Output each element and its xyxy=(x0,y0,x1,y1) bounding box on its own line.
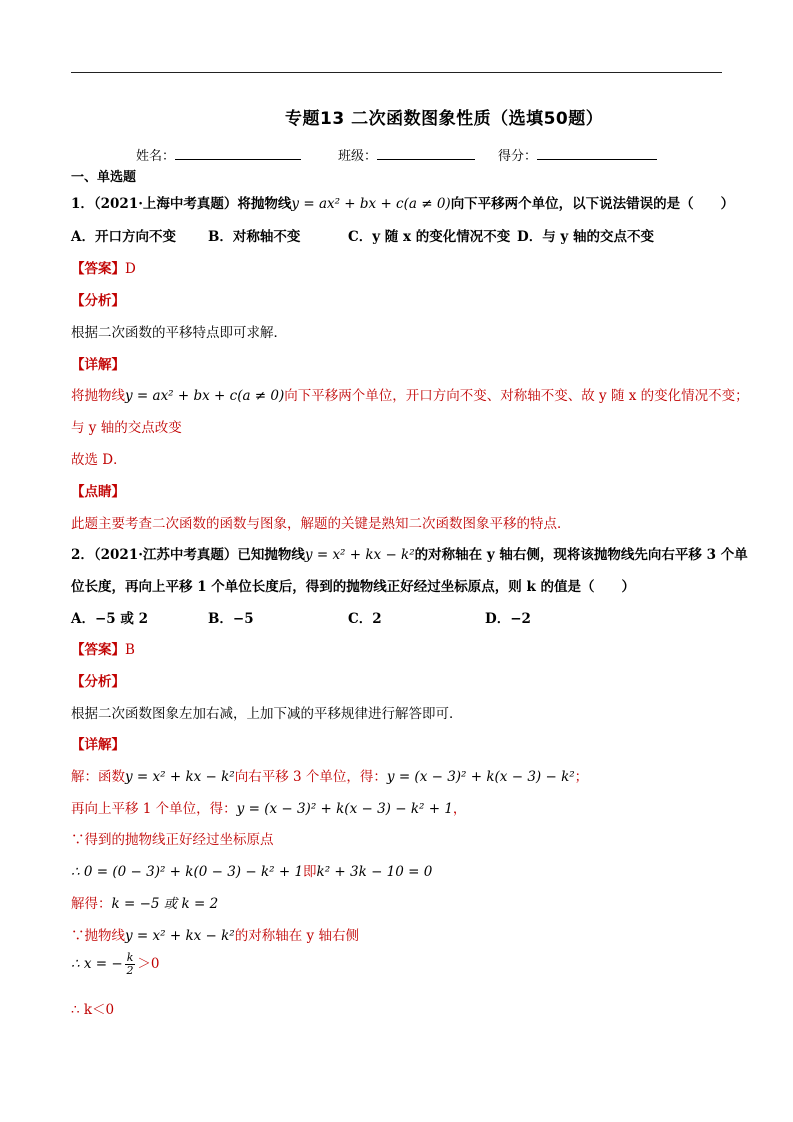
q2-step1-text-3: ； xyxy=(574,769,589,785)
q2-step5 xyxy=(71,892,218,912)
q2-option-b: B．−5 xyxy=(208,611,254,627)
q2-detail-tag: 【详解】 xyxy=(71,737,125,753)
q2-step7-formula: ∴ x = − xyxy=(71,956,123,972)
q2-step4-text: 即 xyxy=(303,864,317,880)
q1-analysis-tag: 【分析】 xyxy=(71,293,125,309)
q1-stem-text: 1．（2021·上海中考真题）将抛物线 xyxy=(71,196,292,212)
class-field xyxy=(338,145,475,164)
q1-detail-line2: 与 y 轴的交点改变 xyxy=(71,420,182,436)
q1-analysis: 根据二次函数的平移特点即可求解． xyxy=(71,325,287,341)
q2-analysis-tag: 【分析】 xyxy=(71,674,125,690)
q2-answer xyxy=(71,638,135,658)
q2-step5-formula: k = −5 或 k = 2 xyxy=(111,896,219,912)
q2-step6-text: ∵抛物线 xyxy=(71,928,125,944)
score-label: 得分： xyxy=(498,149,538,164)
q1-option-c: C．y 随 x 的变化情况不变 xyxy=(348,229,511,245)
q1-detail-text-2: 向下平移两个单位，开口方向不变、对称轴不变、故 y 随 x 的变化情况不变； xyxy=(284,388,749,404)
q2-step1-formula: y = x² + kx − k² xyxy=(125,769,235,785)
q1-options xyxy=(71,225,176,245)
q2-step4-formula: ∴ 0 = (0 − 3)² + k(0 − 3) − k² + 1 xyxy=(71,864,304,880)
answer-tag: 【答案】 xyxy=(71,642,125,658)
q1-detail-formula: y = ax² + bx + c(a ≠ 0) xyxy=(125,388,285,404)
q2-step8: ∴ k＜0 xyxy=(71,1002,115,1018)
q2-step4-formula-2: k² + 3k − 10 = 0 xyxy=(316,864,433,880)
class-blank xyxy=(377,147,475,160)
q2-step3: ∵得到的抛物线正好经过坐标原点 xyxy=(71,832,274,848)
answer-tag: 【答案】 xyxy=(71,261,125,277)
name-field xyxy=(136,145,301,164)
q1-option-a: A．开口方向不变 xyxy=(71,229,176,245)
score-blank xyxy=(537,147,657,160)
q1-option-b: B．对称轴不变 xyxy=(208,229,301,245)
q2-step2-text-2: ， xyxy=(452,801,467,817)
q2-stem-formula: y = x² + kx − k² xyxy=(304,547,415,563)
q1-detail-line1 xyxy=(71,384,749,404)
q2-analysis: 根据二次函数图象左加右减，上加下减的平移规律进行解答即可． xyxy=(71,706,463,722)
q2-stem-text: 2．（2021·江苏中考真题）已知抛物线 xyxy=(71,547,305,563)
q1-answer-value: D xyxy=(125,261,136,277)
q1-detail-text: 将抛物线 xyxy=(71,388,125,404)
q2-stem-text-2: 的对称轴在 y 轴右侧，现将该抛物线先向右平移 3 个单 xyxy=(414,547,748,563)
q1-detail-line3: 故选 D． xyxy=(71,452,127,468)
q2-stem-line2: 位长度，再向上平移 1 个单位长度后，得到的抛物线正好经过坐标原点，则 k 的值是（ ） xyxy=(71,579,636,595)
page-title: 专题13 二次函数图象性质（选填50题） xyxy=(285,109,604,129)
class-label: 班级： xyxy=(338,149,378,164)
q2-option-a: A．−5 或 2 xyxy=(71,611,148,627)
section-heading: 一、单选题 xyxy=(71,170,137,185)
q2-step1-formula-2: y = (x − 3)² + k(x − 3) − k² xyxy=(386,769,575,785)
q1-detail-tag: 【详解】 xyxy=(71,357,125,373)
q2-step6 xyxy=(71,924,359,944)
q2-step2-formula: y = (x − 3)² + k(x − 3) − k² + 1 xyxy=(236,801,453,817)
q2-step6-text-2: 的对称轴在 y 轴右侧 xyxy=(234,928,359,944)
q2-answer-value: B xyxy=(125,642,135,658)
q1-comment: 此题主要考查二次函数的函数与图象，解题的关键是熟知二次函数图象平移的特点． xyxy=(71,516,571,532)
q1-stem xyxy=(71,192,734,212)
q2-step2 xyxy=(71,797,466,817)
q1-stem-text-2: 向下平移两个单位，以下说法错误的是（ ） xyxy=(450,196,735,212)
q2-step5-text: 解得： xyxy=(71,896,112,912)
q2-step7-text: ＞0 xyxy=(137,956,160,972)
q2-step6-formula: y = x² + kx − k² xyxy=(125,928,235,944)
name-blank xyxy=(175,147,301,160)
q2-option-c: C．2 xyxy=(348,611,382,627)
q2-step2-text: 再向上平移 1 个单位，得： xyxy=(71,801,237,817)
q2-step4 xyxy=(71,860,432,880)
q1-option-d: D．与 y 轴的交点不变 xyxy=(517,229,654,245)
q2-stem xyxy=(71,543,748,563)
name-label: 姓名： xyxy=(136,149,176,164)
q2-step7 xyxy=(71,952,159,977)
q2-step1-text-2: 向右平移 3 个单位，得： xyxy=(234,769,387,785)
q2-step7-fraction xyxy=(125,952,136,977)
q1-stem-formula: y = ax² + bx + c(a ≠ 0) xyxy=(291,196,451,212)
score-field xyxy=(498,145,657,164)
q2-option-d: D．−2 xyxy=(485,611,531,627)
q2-step1 xyxy=(71,765,588,785)
fraction-denominator: 2 xyxy=(126,964,134,977)
q1-answer xyxy=(71,257,136,277)
fraction-numerator: k xyxy=(126,951,134,964)
top-rule xyxy=(71,72,722,73)
q1-comment-tag: 【点睛】 xyxy=(71,484,125,500)
q2-step1-text: 解：函数 xyxy=(71,769,125,785)
